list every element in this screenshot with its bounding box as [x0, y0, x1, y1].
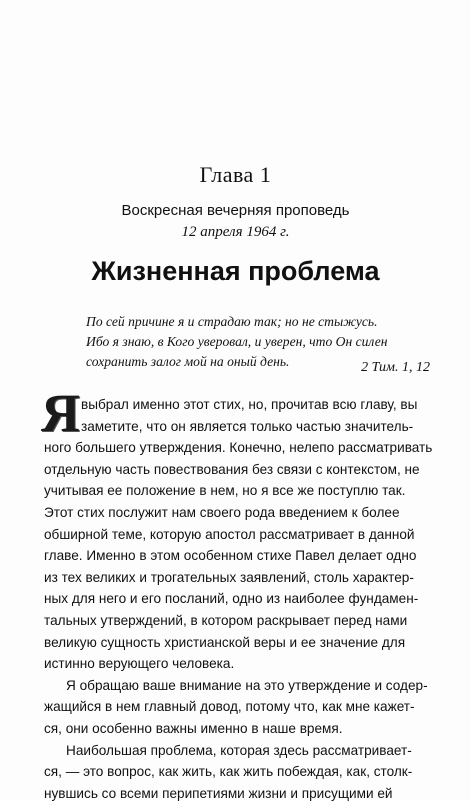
epigraph-line: По сей причине я и страдаю так; но не стыжусь.: [86, 314, 378, 329]
text-line: истинно верующего человека.: [44, 656, 235, 672]
scripture-reference: 2 Тим. 1, 12: [361, 360, 430, 375]
text-line: заметите, что он является только частью значитель-: [81, 418, 414, 434]
text-line: ся, они особенно важны именно в наше время.: [44, 720, 343, 736]
text-line: нувшись со всеми перипетиями жизни и присущими ей: [44, 785, 393, 801]
sermon-date: 12 апреля 1964 г.: [181, 224, 290, 240]
chapter-heading: Глава 1: [199, 162, 272, 187]
text-line: из тех великих и трогательных заявлений, столь характер-: [44, 569, 414, 585]
text-line: Этот стих послужит нам своего рода введением к более: [44, 504, 400, 520]
text-line: великую сущность христианской веры и ее значение для: [44, 634, 406, 650]
text-line: учитывая ее положение в нем, но я все же поступлю так.: [44, 483, 406, 499]
epigraph-line: сохранить залог мой на оный день.: [86, 354, 290, 369]
drop-cap: Я: [41, 383, 80, 443]
text-line: тальных утверждений, в котором раскрывает перед нами: [44, 612, 408, 628]
text-line: отдельную часть повествования без связи с контекстом, не: [44, 461, 420, 477]
text-line: ся, — это вопрос, как жить, как жить побеждая, как, столк-: [44, 764, 413, 780]
text-line: ных для него и его посланий, одно из наиболее фундамен-: [44, 591, 419, 607]
text-line: выбрал именно этот стих, но, прочитав всю главу, вы: [81, 397, 418, 412]
text-line: ного большего утверждения. Конечно, нелепо рассматривать: [44, 440, 433, 456]
text-line: обширной теме, которую апостол рассматривает в данной: [44, 526, 415, 542]
body-text: [44, 394, 432, 804]
epigraph-line: Ибо я знаю, в Кого уверовал, и уверен, что Он силен: [86, 334, 388, 349]
chapter-title: Жизненная проблема: [91, 256, 380, 286]
text-line: Наибольшая проблема, которая здесь рассматривает-: [66, 742, 412, 758]
sermon-subtitle: Воскресная вечерняя проповедь: [121, 202, 350, 219]
text-line: Я обращаю ваше внимание на это утверждение и содер-: [66, 677, 428, 693]
text-line: жащийся в нем главный довод, потому что, как мне кажет-: [44, 699, 415, 715]
text-line: главе. Именно в этом особенном стихе Павел делает одно: [44, 548, 417, 564]
